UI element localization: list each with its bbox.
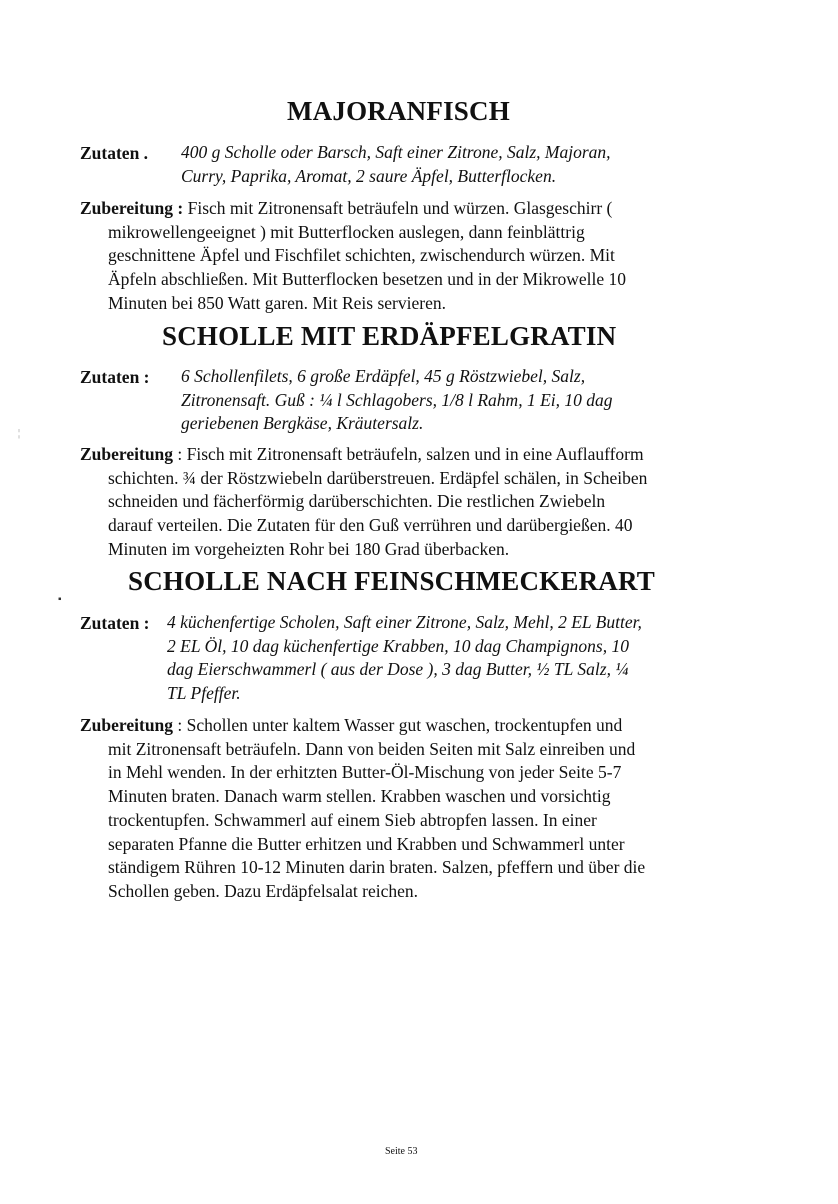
- ingredients-line: Curry, Paprika, Aromat, 2 saure Äpfel, Butterflocken.: [181, 165, 557, 186]
- preparation-line: trockentupfen. Schwammerl auf einem Sieb abtropfen lassen. In einer: [108, 809, 597, 830]
- ingredients-text: [181, 365, 613, 436]
- ingredients-label: Zutaten :: [80, 367, 150, 387]
- preparation-line: [80, 197, 626, 221]
- ingredients-line: dag Eierschwammerl ( aus der Dose ), 3 dag Butter, ½ TL Salz, ¼: [167, 659, 629, 679]
- recipe-title-majoranfisch: MAJORANFISCH: [287, 96, 510, 126]
- preparation-line: ständigem Rühren 10-12 Minuten darin braten. Salzen, pfeffern und über die: [108, 857, 646, 878]
- preparation-line: Minuten braten. Danach warm stellen. Krabben waschen und vorsichtig: [108, 786, 611, 807]
- ingredients-line: geriebenen Bergkäse, Kräutersalz.: [181, 413, 424, 433]
- preparation-text: [80, 443, 647, 562]
- preparation-line: schneiden und fächerförmig darüberschichten. Die restlichen Zwiebeln: [108, 491, 606, 512]
- recipe-title-scholle-feinschmeckerart: SCHOLLE NACH FEINSCHMECKERART: [128, 566, 655, 596]
- ingredients-label: Zutaten :: [80, 613, 150, 633]
- preparation-line: geschnittene Äpfel und Fischfilet schichten, zwischendurch würzen. Mit: [108, 245, 615, 266]
- preparation-line: Äpfeln abschließen. Mit Butterflocken besetzen und in der Mikrowelle 10: [108, 269, 627, 290]
- preparation-label: Zubereitung: [80, 444, 174, 464]
- ingredients-text: [181, 141, 611, 188]
- preparation-line: schichten. ¾ der Röstzwiebeln darüberstreuen. Erdäpfel schälen, in Scheiben: [108, 467, 648, 488]
- ingredients-text: [167, 611, 642, 705]
- preparation-line-text: Fisch mit Zitronensaft beträufeln und würzen. Glasgeschirr (: [183, 198, 613, 218]
- ingredients-line: TL Pfeffer.: [167, 682, 241, 703]
- preparation-line-text: : Fisch mit Zitronensaft beträufeln, salzen und in eine Auflaufform: [173, 444, 644, 464]
- preparation-line-text: : Schollen unter kaltem Wasser gut waschen, trockentupfen und: [173, 715, 623, 735]
- preparation-line: separaten Pfanne die Butter erhitzen und Krabben und Schwammerl unter: [108, 833, 625, 854]
- preparation-line: mikrowellengeeignet ) mit Butterflocken auslegen, dann feinblättrig: [108, 221, 585, 242]
- preparation-line: mit Zitronensaft beträufeln. Dann von beiden Seiten mit Salz einreiben und: [108, 738, 636, 759]
- page-number: Seite 53: [385, 1146, 418, 1157]
- preparation-line: [80, 714, 645, 738]
- ingredients-line: Zitronensaft. Guß : ¼ l Schlagobers, 1/8 l Rahm, 1 Ei, 10 dag: [181, 389, 613, 410]
- preparation-text: [80, 714, 645, 904]
- scan-mark: ¦: [18, 428, 21, 439]
- ingredients-line: 2 EL Öl, 10 dag küchenfertige Krabben, 10 dag Champignons, 10: [167, 635, 629, 656]
- ingredients-label: Zutaten .: [80, 143, 149, 163]
- preparation-label: Zubereitung :: [80, 198, 184, 218]
- ingredients-line: 6 Schollenfilets, 6 große Erdäpfel, 45 g Röstzwiebel, Salz,: [181, 366, 586, 386]
- preparation-line: darauf verteilen. Die Zutaten für den Guß verrühren und darübergießen. 40: [108, 515, 633, 536]
- preparation-line: [80, 443, 647, 467]
- preparation-line: in Mehl wenden. In der erhitzten Butter-Öl-Mischung von jeder Seite 5-7: [108, 762, 622, 783]
- preparation-line: Schollen geben. Dazu Erdäpfelsalat reichen.: [108, 880, 419, 901]
- preparation-text: [80, 197, 626, 316]
- ingredients-line: 4 küchenfertige Scholen, Saft einer Zitrone, Salz, Mehl, 2 EL Butter,: [167, 612, 642, 632]
- preparation-line: Minuten im vorgeheizten Rohr bei 180 Grad überbacken.: [108, 538, 510, 559]
- preparation-label: Zubereitung: [80, 715, 174, 735]
- recipe-title-scholle-erdaepfelgratin: SCHOLLE MIT ERDÄPFELGRATIN: [162, 321, 617, 351]
- ingredients-line: 400 g Scholle oder Barsch, Saft einer Zitrone, Salz, Majoran,: [181, 142, 611, 162]
- scan-mark: ▪: [58, 594, 62, 605]
- preparation-line: Minuten bei 850 Watt garen. Mit Reis servieren.: [108, 292, 446, 313]
